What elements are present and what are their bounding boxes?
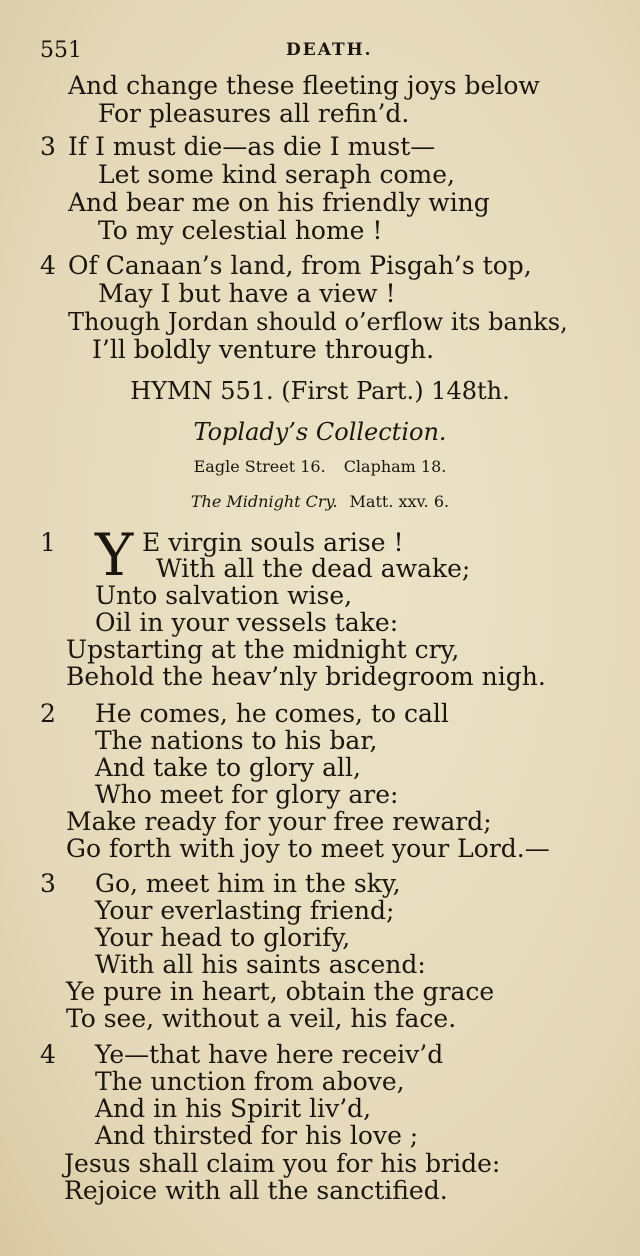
- verse-line: To see, without a veil, his face.: [66, 1004, 457, 1033]
- verse-line: And thirsted for his love ;: [95, 1121, 419, 1150]
- verse-line: Oil in your vessels take:: [95, 608, 399, 637]
- tune-name: Eagle Street 16.: [193, 457, 326, 476]
- verse-line: Unto salvation wise,: [95, 581, 353, 610]
- verse-line: Ye pure in heart, obtain the grace: [66, 977, 495, 1006]
- verse-line: With all the dead awake;: [156, 554, 471, 583]
- verse-line: Go, meet him in the sky,: [95, 869, 401, 898]
- verse-line: Upstarting at the midnight cry,: [66, 635, 460, 664]
- verse-line: Your head to glorify,: [95, 923, 351, 952]
- verse-line: To my celestial home !: [98, 216, 383, 245]
- verse-line: And take to glory all,: [95, 753, 361, 782]
- verse-line: The nations to his bar,: [95, 726, 378, 755]
- hymn-subject: [0, 491, 640, 513]
- verse-line: If I must die—as die I must—: [68, 132, 436, 161]
- subject-title: The Midnight Cry.: [190, 492, 338, 511]
- verse-line: Your everlasting friend;: [95, 896, 395, 925]
- page-number: 551: [40, 38, 82, 63]
- hymn-title: HYMN 551. (First Part.) 148th.: [130, 377, 510, 405]
- verse-line: Go forth with joy to meet your Lord.—: [66, 834, 550, 863]
- verse-line: Jesus shall claim you for his bride:: [64, 1149, 501, 1178]
- verse-number: 2: [40, 699, 56, 728]
- verse-line: And bear me on his friendly wing: [68, 188, 490, 217]
- verse-number: 1: [40, 528, 56, 557]
- verse-line: Rejoice with all the sanctified.: [64, 1176, 448, 1205]
- verse-line: And change these fleeting joys below: [68, 71, 540, 100]
- verse-line: Ye—that have here receiv’d: [95, 1040, 444, 1069]
- verse-number: 3: [40, 869, 56, 898]
- running-title: DEATH.: [286, 40, 373, 60]
- verse-line: E virgin souls arise !: [142, 528, 404, 557]
- verse-line: May I but have a view !: [98, 279, 396, 308]
- collection-name: Toplady’s Collection.: [193, 418, 447, 446]
- scripture-reference: Matt. xxv. 6.: [349, 492, 450, 511]
- verse-line: And in his Spirit liv’d,: [95, 1094, 372, 1123]
- verse-line: I’ll boldly venture through.: [92, 335, 435, 364]
- verse-line: With all his saints ascend:: [95, 950, 426, 979]
- verse-number: 4: [40, 1040, 56, 1069]
- verse-line: Who meet for glory are:: [95, 780, 399, 809]
- verse-line: Of Canaan’s land, from Pisgah’s top,: [68, 251, 532, 280]
- drop-cap: Y: [95, 521, 134, 589]
- tune-name: Clapham 18.: [343, 457, 447, 476]
- verse-line: The unction from above,: [95, 1067, 405, 1096]
- verse-line: Make ready for your free reward;: [66, 807, 492, 836]
- verse-line: Though Jordan should o’erflow its banks,: [68, 308, 568, 336]
- verse-number: 3: [40, 132, 56, 161]
- verse-line: Behold the heav’nly bridegroom nigh.: [66, 662, 546, 691]
- tune-list: [0, 456, 640, 478]
- verse-number: 4: [40, 251, 56, 280]
- verse-line: For pleasures all refin’d.: [98, 99, 410, 128]
- verse-line: He comes, he comes, to call: [95, 699, 449, 728]
- verse-line: Let some kind seraph come,: [98, 160, 455, 189]
